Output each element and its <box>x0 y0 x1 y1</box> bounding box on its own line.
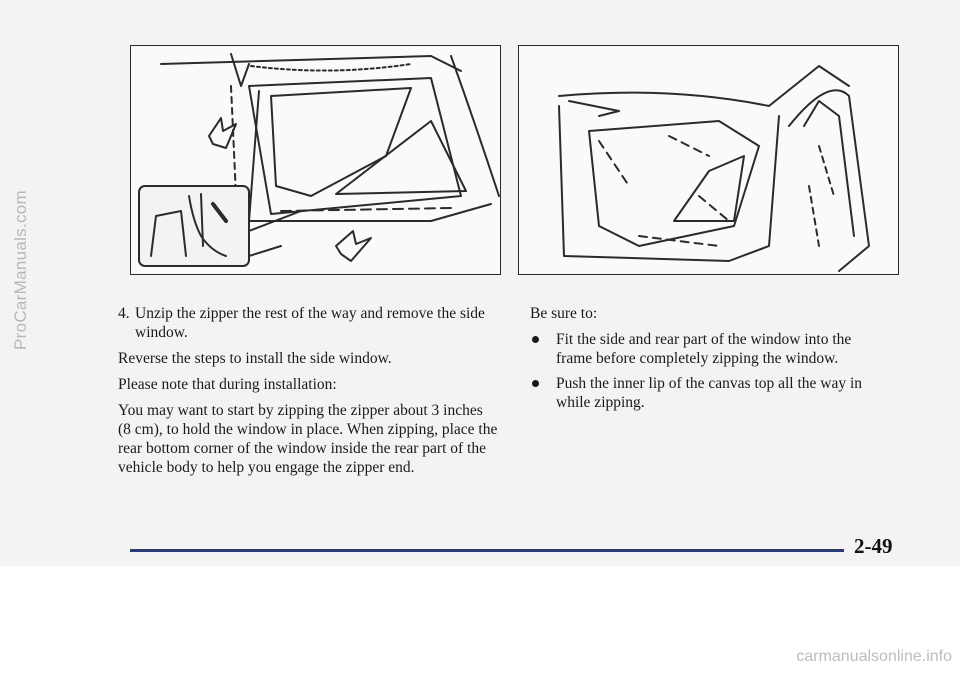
step-number: 4. <box>118 305 130 322</box>
footer-watermark: carmanualsonline.info <box>796 648 952 665</box>
window-frame-fit-illustration <box>518 45 899 275</box>
step-4 <box>118 304 498 342</box>
step-text: Unzip the zipper the rest of the way and remove the side window. <box>135 305 485 341</box>
bullet-item <box>530 330 890 368</box>
paragraph-zipping-tip: You may want to start by zipping the zipper about 3 inches (8 cm), to hold the window in place. When zipping, place the rear bottom corner of the window inside the rear part of the vehicle body to help you engage the zipper end. <box>118 402 498 476</box>
side-watermark: ProCarManuals.com <box>11 189 31 351</box>
paragraph-installation-note: Please note that during installation: <box>118 376 337 393</box>
paragraph-reverse-steps: Reverse the steps to install the side window. <box>118 350 392 367</box>
bullet-text: Push the inner lip of the canvas top all the way in while zipping. <box>556 375 863 411</box>
right-text-column <box>530 304 890 418</box>
footer-rule <box>130 549 844 552</box>
bullet-icon <box>530 374 556 412</box>
left-text-column <box>118 304 498 484</box>
bullet-item <box>530 374 890 412</box>
page-number: 2-49 <box>854 534 893 558</box>
be-sure-heading: Be sure to: <box>530 305 598 322</box>
side-window-removal-illustration <box>130 45 501 275</box>
bullet-text: Fit the side and rear part of the window into the frame before completely zipping the window. <box>556 331 852 367</box>
bullet-icon <box>530 330 556 368</box>
